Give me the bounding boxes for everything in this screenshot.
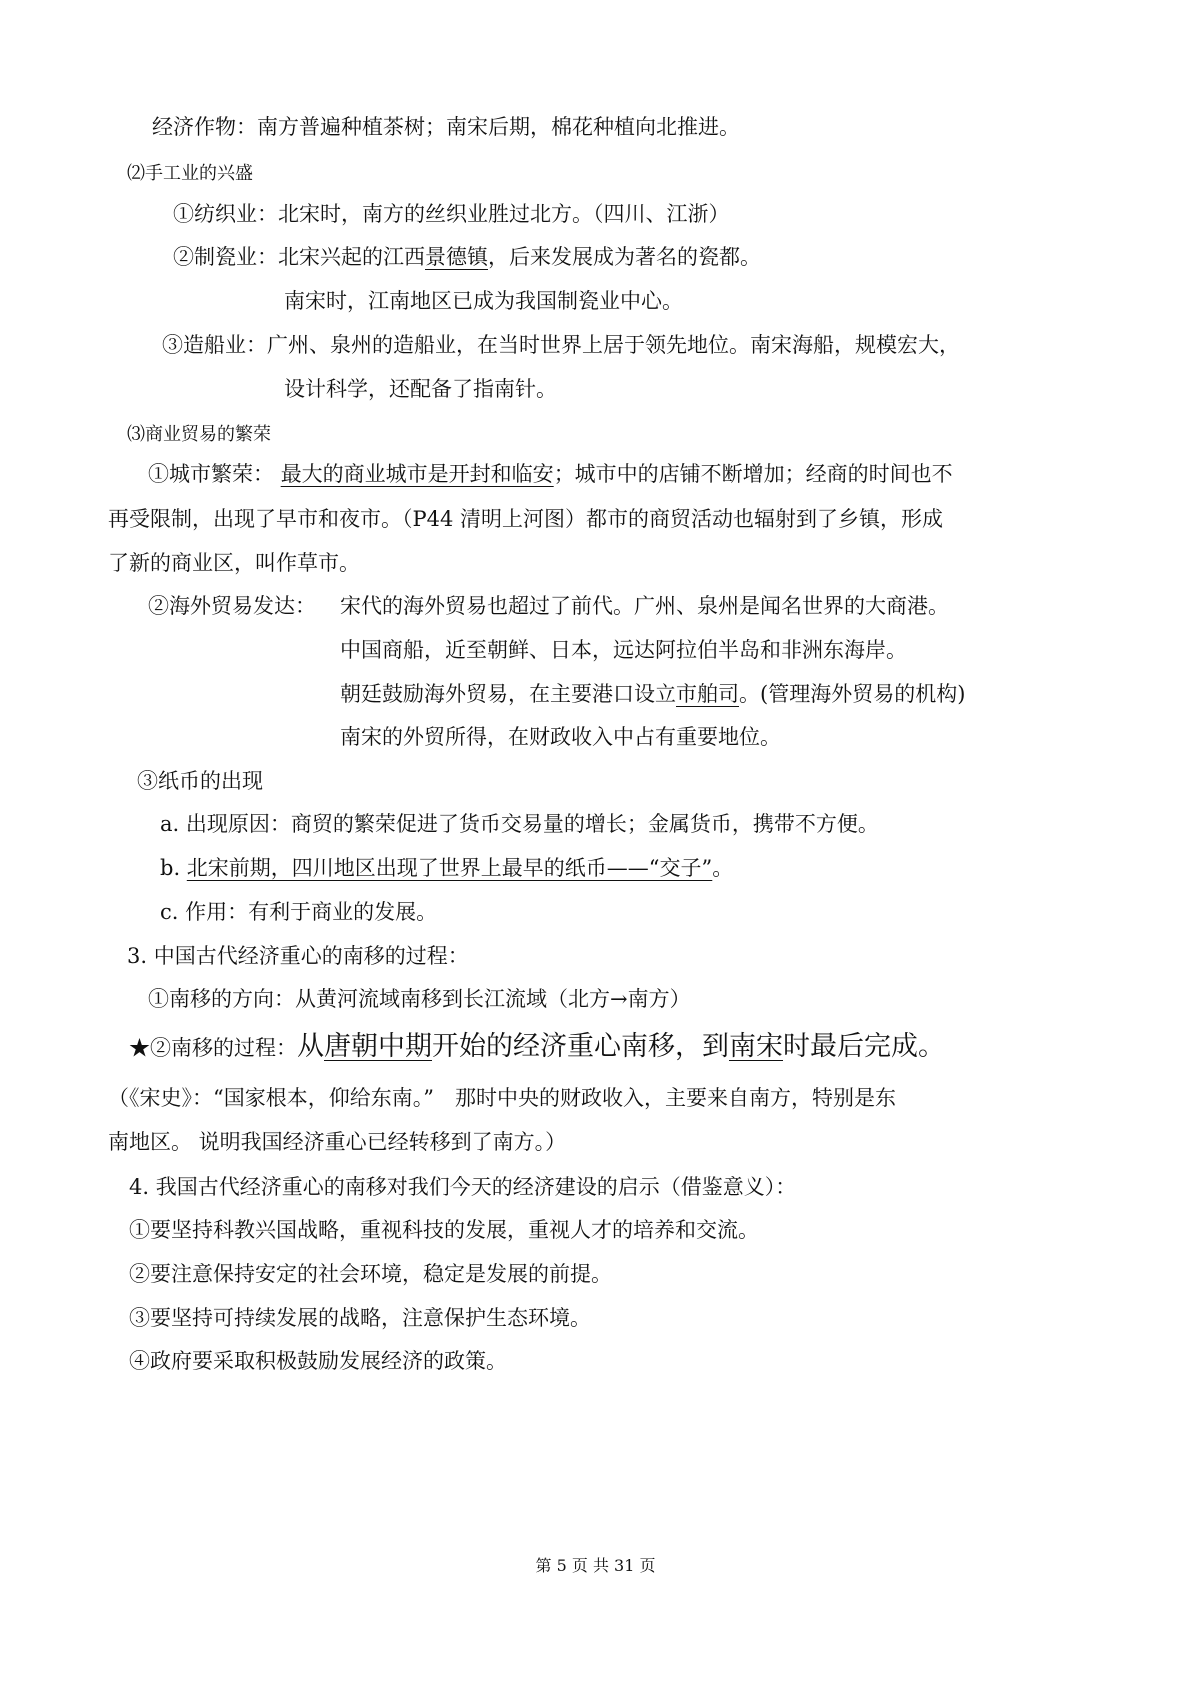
paper-money-a: a. 出现原因：商贸的繁荣促进了货币交易量的增长；金属货币，携带不方便。 [160, 812, 879, 836]
trade-line-3: 朝廷鼓励海外贸易，在主要港口设立市舶司。(管理海外贸易的机构) [340, 682, 966, 706]
largest-cities-underline: 最大的商业城市是开封和临安 [280, 462, 554, 486]
city-line-2: 再受限制，出现了早市和夜市。（P44 清明上河图）都市的商贸活动也辐射到了乡镇，形成 [108, 507, 944, 531]
paper-money-heading: ③纸币的出现 [137, 769, 263, 793]
shipbuilding-line: ③造船业：广州、泉州的造船业，在当时世界上居于领先地位。南宋海船，规模宏大， [162, 333, 960, 357]
handicraft-heading: ⑵手工业的兴盛 [127, 163, 253, 184]
page-footer: 第 5 页 共 31 页 [535, 1556, 656, 1575]
city-line: ①城市繁荣： 最大的商业城市是开封和临安；城市中的店铺不断增加；经商的时间也不 [148, 462, 953, 486]
trade-line-1: 宋代的海外贸易也超过了前代。广州、泉州是闻名世界的大商港。 [340, 594, 949, 618]
song-underline: 南宋 [729, 1031, 783, 1062]
lesson-item: ①要坚持科教兴国战略，重视科技的发展，重视人才的培养和交流。 [129, 1218, 759, 1242]
crops-line: 经济作物：南方普遍种植茶树；南宋后期，棉花种植向北推进。 [152, 115, 740, 139]
paper-money-c: c. 作用：有利于商业的发展。 [160, 900, 438, 924]
lesson-item: ②要注意保持安定的社会环境，稳定是发展的前提。 [129, 1262, 612, 1286]
lesson-item: ④政府要采取积极鼓励发展经济的政策。 [129, 1349, 507, 1373]
city-line-3: 了新的商业区，叫作草市。 [108, 551, 360, 575]
commerce-heading: ⑶商业贸易的繁荣 [127, 424, 271, 445]
section3-heading: 3. 中国古代经济重心的南移的过程： [127, 944, 469, 968]
trade-label: ②海外贸易发达： [148, 594, 316, 618]
section4-heading: 4. 我国古代经济重心的南移对我们今天的经济建设的启示（借鉴意义）： [129, 1175, 797, 1199]
textile-line: ①纺织业：北宋时，南方的丝织业胜过北方。（四川、江浙） [173, 202, 730, 226]
paper-money-b: b. 北宋前期，四川地区出现了世界上最早的纸币——“交子”。 [160, 856, 734, 880]
porcelain-line-2: 南宋时，江南地区已成为我国制瓷业中心。 [284, 289, 683, 313]
shibosi-underline: 市舶司 [676, 682, 739, 706]
jiaozi-underline: 北宋前期，四川地区出现了世界上最早的纸币——“交子” [186, 856, 713, 880]
trade-line-4: 南宋的外贸所得，在财政收入中占有重要地位。 [340, 725, 781, 749]
process-line: ★②南移的过程：从唐朝中期开始的经济重心南移，到南宋时最后完成。 [129, 1031, 945, 1062]
jingdezhen-underline: 景德镇 [425, 245, 488, 269]
direction-line: ①南移的方向：从黄河流域南移到长江流域（北方→南方） [148, 987, 691, 1011]
trade-line-2: 中国商船，近至朝鲜、日本，远达阿拉伯半岛和非洲东海岸。 [340, 638, 907, 662]
shipbuilding-line-2: 设计科学，还配备了指南针。 [284, 377, 557, 401]
tang-underline: 唐朝中期 [324, 1031, 432, 1062]
porcelain-line: ②制瓷业：北宋兴起的江西景德镇，后来发展成为著名的瓷都。 [173, 245, 761, 269]
note-line-2: 南地区。 说明我国经济重心已经转移到了南方。） [108, 1130, 567, 1154]
note-line-1: （《宋史》：“国家根本，仰给东南。” 那时中央的财政收入，主要来自南方，特别是东 [108, 1086, 896, 1110]
lesson-item: ③要坚持可持续发展的战略，注意保护生态环境。 [129, 1306, 591, 1330]
